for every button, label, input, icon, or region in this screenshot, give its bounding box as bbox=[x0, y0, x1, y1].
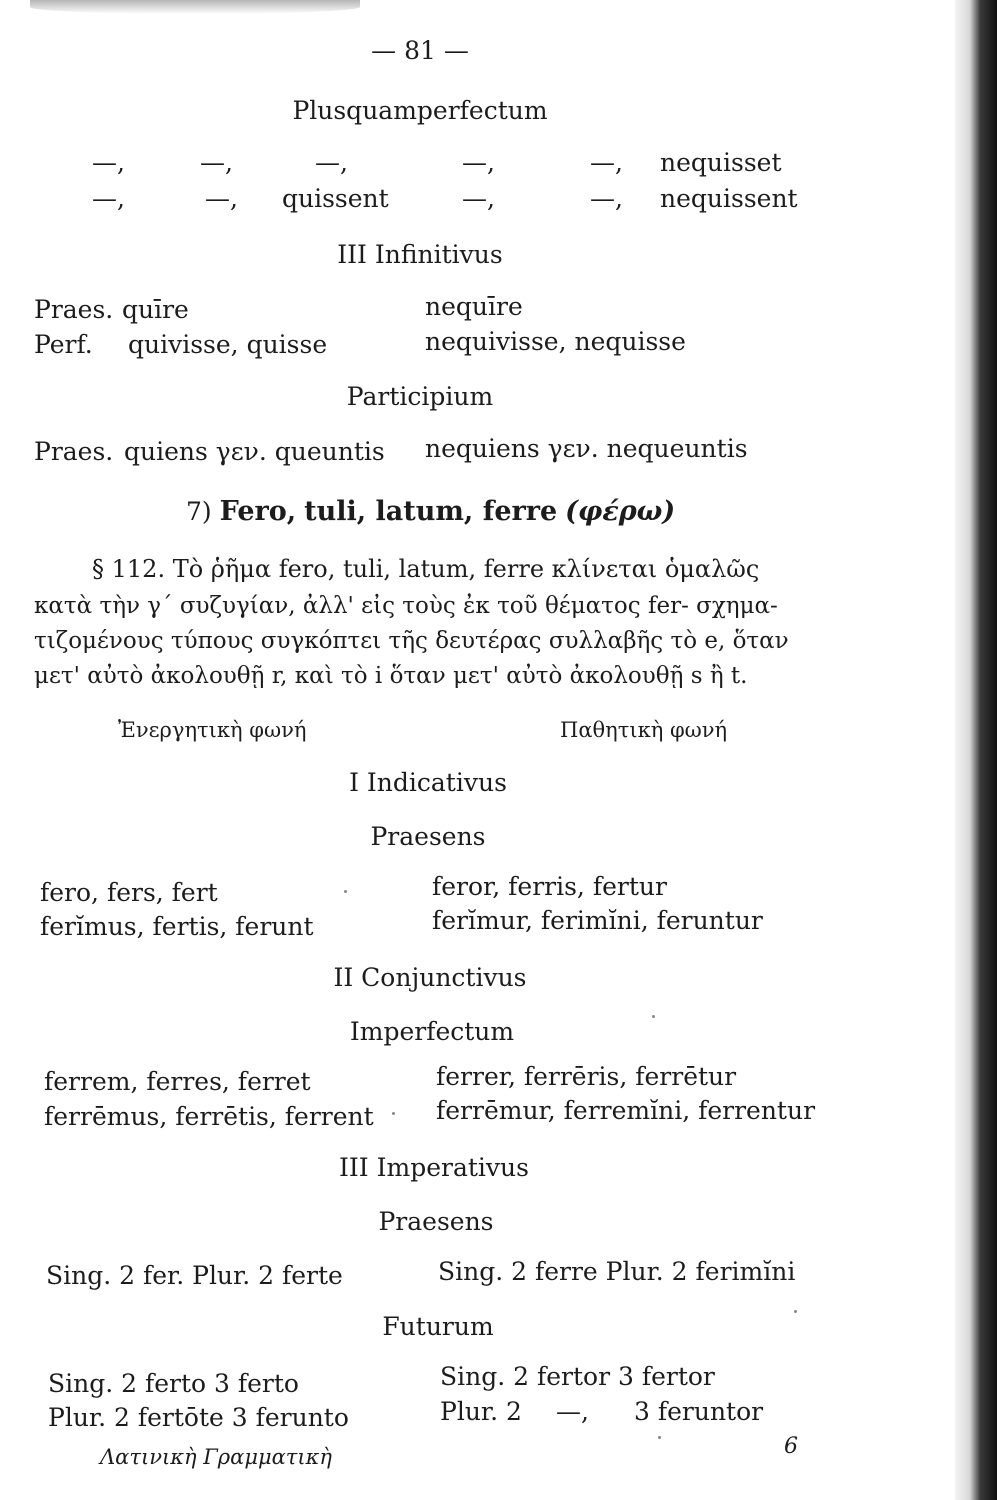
paragraph-line: μετ' αὐτὸ ἀκολουθῇ r, καὶ τὸ i ὅταν μετ' αὐτὸ ἀκολουθῇ s ἢ t. bbox=[34, 663, 748, 689]
participium-left: quiens γεν. queuntis bbox=[124, 437, 385, 466]
imperativus-active-futurum-2: Plur. 2 fertōte 3 ferunto bbox=[48, 1403, 349, 1432]
subheading-praesens: Praesens bbox=[370, 822, 486, 851]
print-speck bbox=[344, 890, 347, 893]
indicativus-active-2: ferĭmus, fertis, ferunt bbox=[40, 912, 314, 941]
label-perf: Perf. bbox=[34, 330, 93, 359]
fero-heading bbox=[186, 498, 675, 525]
subheading-praesens: Praesens bbox=[378, 1207, 494, 1236]
imperativus-passive-praesens: Sing. 2 ferre Plur. 2 ferimĭni bbox=[438, 1257, 796, 1286]
page-edge-shadow bbox=[955, 0, 997, 1500]
footer-signature-mark: 6 bbox=[784, 1434, 798, 1459]
plusq-cell: quissent bbox=[282, 184, 389, 213]
print-speck bbox=[392, 1112, 395, 1115]
fero-principal-parts: tuli, latum, ferre bbox=[304, 496, 558, 527]
imperativus-passive-futurum-1: Sing. 2 fertor 3 fertor bbox=[440, 1362, 715, 1391]
heading-conjunctivus: II Conjunctivus bbox=[333, 963, 527, 992]
conjunctivus-passive-1: ferrer, ferrēris, ferrētur bbox=[436, 1062, 737, 1091]
plusq-cell: —, bbox=[462, 184, 495, 213]
imperativus-passive-futurum-2b: —, bbox=[556, 1397, 589, 1426]
conjunctivus-active-2: ferrēmus, ferrētis, ferrent bbox=[44, 1102, 374, 1131]
scan-smudge bbox=[30, 0, 360, 14]
heading-participium: Participium bbox=[346, 382, 494, 411]
conjunctivus-passive-2: ferrēmur, ferremĭni, ferrentur bbox=[436, 1096, 816, 1125]
fero-greek: (φέρω) bbox=[565, 496, 676, 527]
heading-infinitivus: III Infinitivus bbox=[337, 240, 503, 269]
voice-active: Ἐνεργητικὴ φωνή bbox=[118, 718, 307, 742]
print-speck bbox=[658, 1436, 661, 1439]
infinitivus-praes-left: quīre bbox=[122, 295, 189, 324]
infinitivus-praes-right: nequīre bbox=[425, 292, 523, 321]
paragraph-line: § 112. Τὸ ῥῆμα fero, tuli, latum, ferre κλίνεται ὁμαλῶς bbox=[92, 555, 760, 583]
voice-passive: Παθητικὴ φωνή bbox=[560, 718, 728, 742]
plusq-cell: —, bbox=[200, 148, 233, 177]
plusq-cell: —, bbox=[590, 184, 623, 213]
imperativus-passive-futurum-2c: 3 feruntor bbox=[634, 1397, 764, 1426]
page-number: — 81 — bbox=[371, 36, 469, 65]
conjunctivus-active-1: ferrem, ferres, ferret bbox=[44, 1067, 311, 1096]
indicativus-passive-1: feror, ferris, fertur bbox=[432, 872, 667, 901]
imperativus-passive-futurum-2a: Plur. 2 bbox=[440, 1397, 522, 1426]
indicativus-active-1: fero, fers, fert bbox=[40, 878, 218, 907]
plusq-cell: —, bbox=[590, 148, 623, 177]
plusq-cell: —, bbox=[315, 148, 348, 177]
heading-indicativus: I Indicativus bbox=[349, 768, 507, 797]
infinitivus-perf-right: nequivisse, nequisse bbox=[425, 327, 686, 356]
plusq-cell: —, bbox=[92, 184, 125, 213]
subheading-imperfectum: Imperfectum bbox=[349, 1017, 515, 1046]
participium-right: nequiens γεν. nequeuntis bbox=[425, 434, 748, 463]
indicativus-passive-2: ferĭmur, ferimĭni, feruntur bbox=[432, 906, 763, 935]
infinitivus-perf-left: quivisse, quisse bbox=[128, 330, 328, 359]
heading-imperativus: III Imperativus bbox=[339, 1153, 529, 1182]
footer-book-title: Λατινικὴ Γραμματικὴ bbox=[100, 1445, 333, 1469]
fero-number: 7) bbox=[186, 497, 212, 526]
plusq-cell: —, bbox=[205, 184, 238, 213]
subheading-futurum: Futurum bbox=[382, 1312, 494, 1341]
print-speck bbox=[652, 1015, 655, 1018]
plusq-cell: nequissent bbox=[660, 184, 798, 213]
imperativus-active-praesens: Sing. 2 fer. Plur. 2 ferte bbox=[46, 1261, 343, 1290]
paragraph-line: κατὰ τὴν γ΄ συζυγίαν, ἀλλ' εἰς τοὺς ἐκ τοῦ θέματος fer- σχημα- bbox=[34, 593, 778, 619]
plusq-cell: —, bbox=[462, 148, 495, 177]
fero-word: Fero, bbox=[219, 496, 297, 527]
label-praes: Praes. bbox=[34, 295, 114, 324]
plusq-cell: nequisset bbox=[660, 148, 782, 177]
label-praes: Praes. bbox=[34, 437, 114, 466]
paragraph-line: τιζομένους τύπους συγκόπτει τῆς δευτέρας συλλαβῆς τὸ e, ὅταν bbox=[34, 628, 789, 654]
imperativus-active-futurum-1: Sing. 2 ferto 3 ferto bbox=[48, 1369, 299, 1398]
heading-plusquamperfectum: Plusquamperfectum bbox=[292, 96, 548, 125]
plusq-cell: —, bbox=[92, 148, 125, 177]
print-speck bbox=[794, 1310, 797, 1313]
